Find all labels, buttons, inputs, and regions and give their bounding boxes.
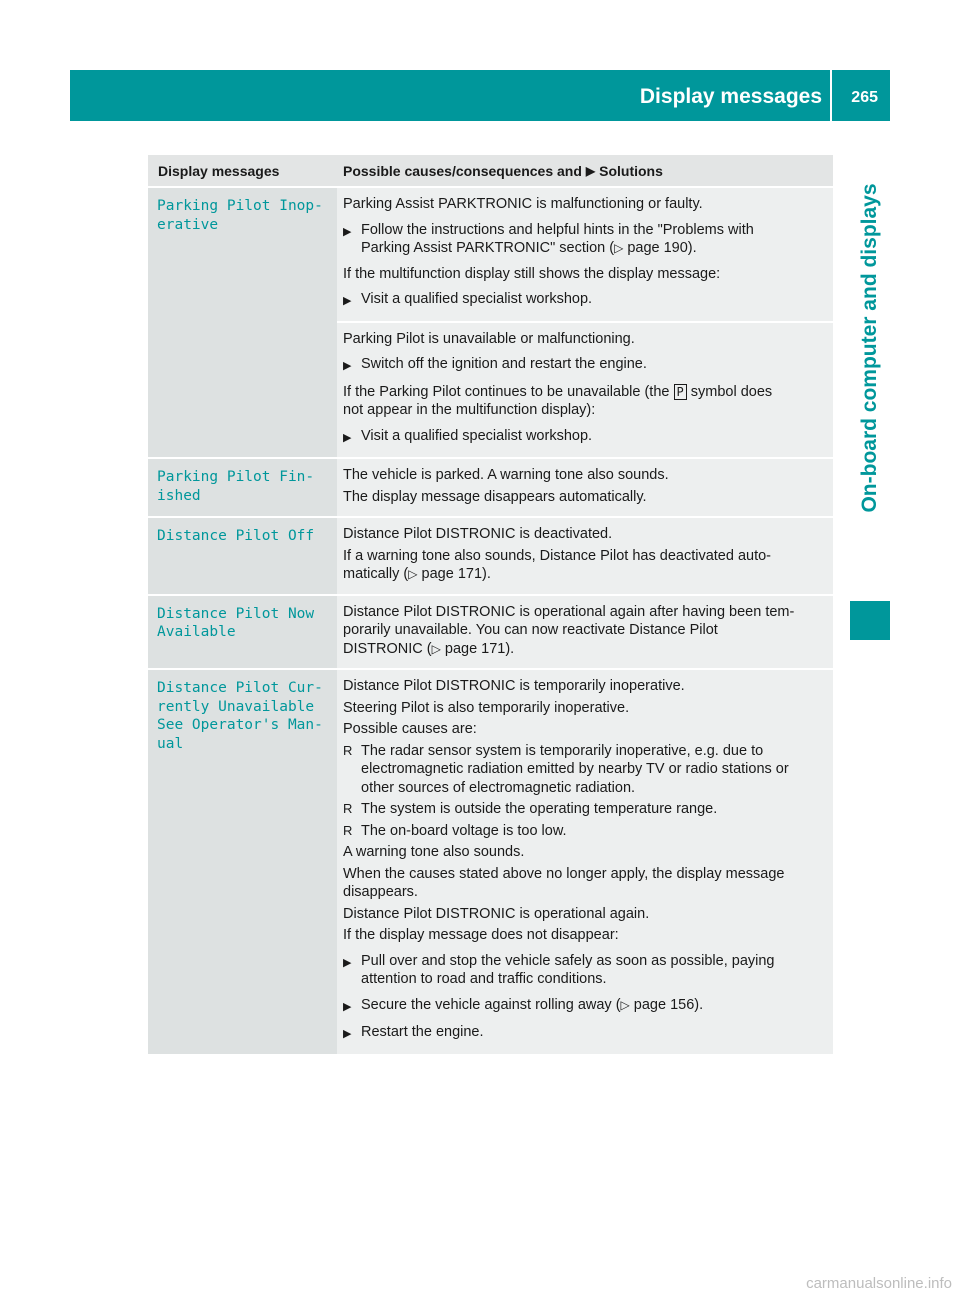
text-fragment: matically ( <box>343 566 409 582</box>
text-fragment: If the Parking Pilot continues to be unavailable (the <box>343 383 670 400</box>
step-arrow-icon: ▶ <box>343 956 352 969</box>
causes-cell <box>337 670 833 1054</box>
cause-segment <box>337 518 833 594</box>
cause-segment <box>337 596 833 669</box>
solution-step <box>343 290 827 311</box>
column-header-causes-text: Possible causes/consequences and <box>343 163 582 179</box>
causes-cell <box>337 518 833 594</box>
step-text <box>361 996 703 1017</box>
causes-cell <box>337 188 833 457</box>
bullet-item <box>343 800 827 819</box>
text-paragraph: Possible causes are: <box>343 721 477 737</box>
step-arrow-icon: ▶ <box>343 1000 352 1013</box>
cause-segment <box>337 459 833 516</box>
table-row <box>148 594 833 669</box>
text-paragraph: The display message disappears automatically. <box>343 488 647 505</box>
solution-step <box>343 996 827 1017</box>
step-text-line: Secure the vehicle against rolling away ( <box>361 996 621 1013</box>
table-row <box>148 516 833 594</box>
header-bar <box>70 70 890 121</box>
message-line: ished <box>157 487 201 504</box>
text-fragment: When the causes stated above no longer apply, the display message <box>343 865 785 882</box>
bullet-icon: R <box>343 742 353 758</box>
causes-cell <box>337 596 833 669</box>
page-ref-icon: ▷ <box>431 641 441 656</box>
table-header <box>148 155 833 186</box>
text-paragraph <box>343 865 827 902</box>
step-text-line: Pull over and stop the vehicle safely as soon as possible, paying <box>361 952 775 969</box>
side-tab <box>850 122 890 602</box>
solution-step <box>343 1023 827 1044</box>
page-ref-icon: ▷ <box>408 567 418 581</box>
display-message <box>148 670 337 1054</box>
step-text: Switch off the ignition and restart the engine. <box>361 356 647 372</box>
cause-segment <box>337 188 833 321</box>
bullet-icon: R <box>343 801 353 816</box>
page-number: 265 <box>851 89 878 106</box>
text-paragraph <box>343 603 827 659</box>
column-header-solutions-text: Solutions <box>599 163 663 179</box>
bullet-text-line: other sources of electromagnetic radiation. <box>361 779 636 796</box>
page-reference-link[interactable]: page 190). <box>627 240 697 256</box>
step-text <box>361 221 754 258</box>
text-paragraph: The vehicle is parked. A warning tone also sounds. <box>343 467 669 483</box>
table-row <box>148 668 833 1054</box>
text-paragraph: Distance Pilot DISTRONIC is temporarily inoperative. <box>343 678 685 694</box>
step-text <box>361 952 775 989</box>
solution-step <box>343 427 827 448</box>
bullet-icon: R <box>343 822 353 838</box>
bullet-text <box>361 742 789 798</box>
step-arrow-icon: ▶ <box>343 1028 352 1040</box>
cause-segment <box>337 321 833 458</box>
text-paragraph: Parking Pilot is unavailable or malfunctioning. <box>343 330 635 347</box>
column-header-causes <box>337 155 833 186</box>
bullet-text: The on-board voltage is too low. <box>361 822 567 839</box>
step-arrow-icon: ▶ <box>585 164 596 178</box>
causes-cell <box>337 459 833 516</box>
message-line: rently Unavailable <box>157 698 315 715</box>
step-arrow-icon: ▶ <box>343 295 352 307</box>
display-message <box>148 518 337 594</box>
text-paragraph: Steering Pilot is also temporarily inoperative. <box>343 699 630 716</box>
header-divider <box>830 70 832 121</box>
text-fragment: symbol does <box>690 383 773 400</box>
display-messages-table <box>148 155 833 1054</box>
text-fragment: disappears. <box>343 884 418 900</box>
text-paragraph <box>343 383 827 420</box>
text-fragment: If a warning tone also sounds, Distance Pilot has deactivated auto‐ <box>343 547 772 564</box>
page-reference-link[interactable]: page 171). <box>444 640 515 657</box>
section-title: Display messages <box>639 85 822 108</box>
parking-symbol-icon: P <box>674 384 687 400</box>
step-text: Visit a qualified specialist workshop. <box>361 427 593 444</box>
text-fragment: DISTRONIC ( <box>343 640 432 657</box>
text-paragraph: If the multifunction display still shows the display message: <box>343 265 721 282</box>
step-arrow-icon: ▶ <box>343 431 352 444</box>
column-header-messages: Display messages <box>158 163 280 179</box>
message-line: erative <box>157 216 219 233</box>
page-reference-link[interactable]: page 156). <box>633 996 704 1013</box>
step-text-line: attention to road and traffic conditions. <box>361 971 607 987</box>
text-paragraph: Distance Pilot DISTRONIC is operational again. <box>343 905 650 922</box>
message-line: See Operator's Man‐ <box>157 717 323 733</box>
bullet-item <box>343 822 827 841</box>
message-line: Parking Pilot Inop‐ <box>157 198 323 214</box>
message-line: Distance Pilot Off <box>157 528 315 544</box>
page-ref-icon: ▷ <box>614 241 624 255</box>
table-row <box>148 457 833 516</box>
step-text: Restart the engine. <box>361 1024 484 1040</box>
table-row <box>148 186 833 457</box>
bullet-text-line: The radar sensor system is temporarily inoperative, e.g. due to <box>361 742 764 759</box>
step-arrow-icon: ▶ <box>343 360 352 372</box>
message-line: Parking Pilot Fin‐ <box>157 469 315 485</box>
page-reference-link[interactable]: page 171). <box>421 566 491 582</box>
text-fragment: Distance Pilot DISTRONIC is operational again after having been tem‐ <box>343 603 795 620</box>
message-line: Distance Pilot Now <box>157 605 315 622</box>
page-ref-icon: ▷ <box>620 997 630 1012</box>
cause-segment <box>337 670 833 1054</box>
bullet-text-line: electromagnetic radiation emitted by nearby TV or radio stations or <box>361 761 789 777</box>
solution-step <box>343 355 827 376</box>
text-paragraph: A warning tone also sounds. <box>343 844 525 860</box>
side-tab-block <box>850 601 890 640</box>
step-arrow-icon: ▶ <box>343 225 352 238</box>
bullet-item <box>343 742 827 798</box>
message-line: ual <box>157 735 184 752</box>
solution-step <box>343 952 827 989</box>
step-text: Visit a qualified specialist workshop. <box>361 291 593 307</box>
display-message <box>148 459 337 516</box>
text-paragraph: If the display message does not disappear: <box>343 927 619 943</box>
message-line: Distance Pilot Cur‐ <box>157 680 323 696</box>
text-paragraph: Distance Pilot DISTRONIC is deactivated. <box>343 526 613 542</box>
watermark: carmanualsonline.info <box>806 1275 952 1292</box>
display-message <box>148 188 337 457</box>
step-text-line: Follow the instructions and helpful hints in the "Problems with <box>361 221 754 238</box>
solution-step <box>343 221 827 258</box>
display-message <box>148 596 337 669</box>
text-paragraph: Parking Assist PARKTRONIC is malfunctioning or faulty. <box>343 196 703 212</box>
message-line: Available <box>157 624 236 640</box>
text-fragment: not appear in the multifunction display): <box>343 402 596 418</box>
text-paragraph <box>343 547 827 584</box>
text-fragment: porarily unavailable. You can now reactivate Distance Pilot <box>343 622 718 638</box>
step-text-line: Parking Assist PARKTRONIC" section ( <box>361 240 615 256</box>
side-tab-label: On-board computer and displays <box>858 183 881 513</box>
bullet-text: The system is outside the operating temperature range. <box>361 801 718 817</box>
